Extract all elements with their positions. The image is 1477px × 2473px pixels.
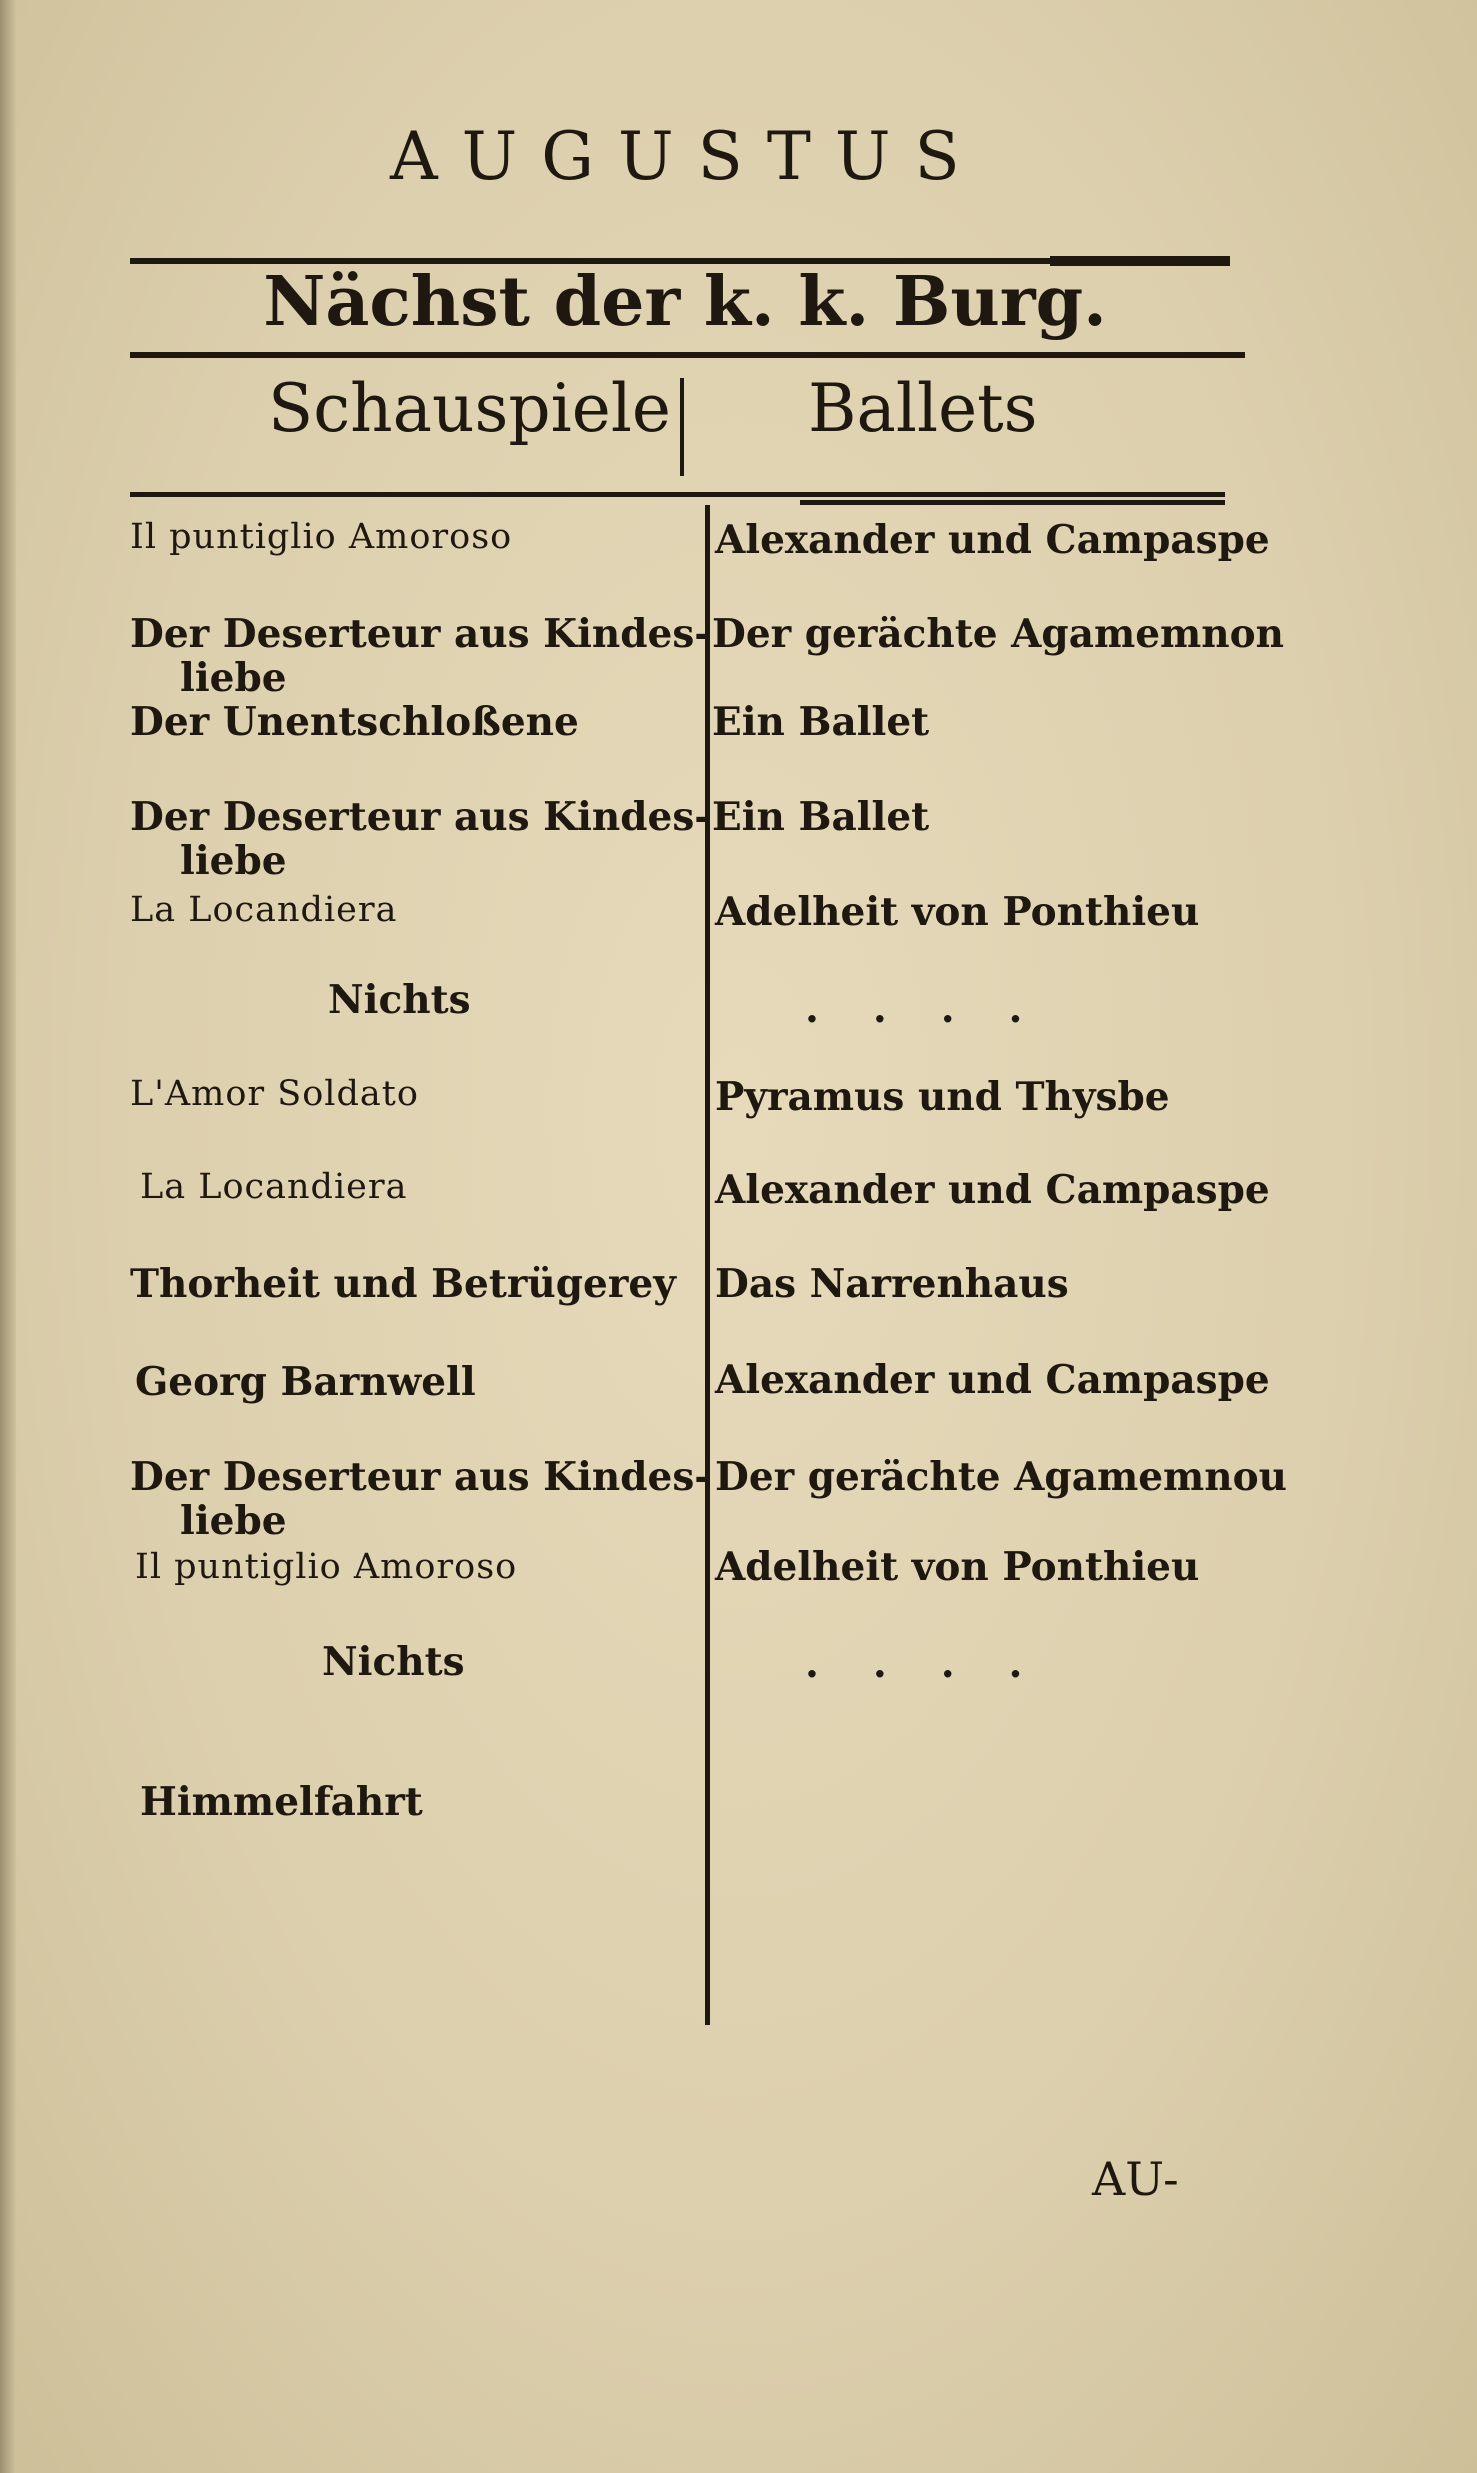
- schauspiel-entry: [130, 612, 710, 700]
- column-header-divider: [680, 378, 684, 476]
- ballet-entry: Ein Ballet: [712, 699, 930, 745]
- column-divider: [705, 505, 710, 2025]
- schauspiel-title: Il puntiglio Amoroso: [130, 517, 513, 557]
- schauspiel-entry: [328, 978, 471, 1022]
- schauspiel-title: L'Amor Soldato: [130, 1074, 419, 1114]
- ballet-entry: Der gerächte Agamemnon: [712, 611, 1285, 657]
- ballet-entry: Alexander und Campaspe: [715, 1357, 1270, 1403]
- schauspiel-entry: [322, 1640, 465, 1684]
- schauspiel-title: Der Deserteur aus Kindes-: [130, 1454, 711, 1500]
- ballet-entry: Adelheit von Ponthieu: [715, 889, 1200, 935]
- page-edge-shadow: [0, 0, 16, 2473]
- schauspiel-entry: [130, 795, 710, 883]
- schauspiel-entry: [130, 1455, 710, 1543]
- ballet-entry-empty: . . . .: [805, 985, 1023, 1032]
- column-header-rule: [130, 492, 1225, 497]
- schauspiel-title: Nichts: [322, 1639, 465, 1685]
- schauspiel-title: Thorheit und Betrügerey: [130, 1261, 676, 1307]
- schauspiel-entry: [140, 1780, 423, 1824]
- ballet-entry: Adelheit von Ponthieu: [715, 1544, 1200, 1590]
- ballet-entry-empty: . . . .: [805, 1640, 1023, 1687]
- schauspiel-entry: [130, 888, 397, 932]
- schauspiel-title: Georg Barnwell: [135, 1359, 476, 1405]
- schauspiel-title-continued: liebe: [180, 838, 287, 884]
- schauspiel-entry: [140, 1165, 407, 1209]
- schauspiel-title: Der Deserteur aus Kindes-: [130, 794, 711, 840]
- column-header-rule-accent: [800, 500, 1225, 505]
- ballet-entry: Der gerächte Agamemnou: [715, 1454, 1288, 1500]
- schauspiel-entry: [135, 1360, 476, 1404]
- schauspiel-title: Der Deserteur aus Kindes-: [130, 611, 711, 657]
- column-heading-ballets: Ballets: [808, 370, 1038, 447]
- schauspiel-entry: [130, 1072, 419, 1116]
- page-title: AUGUSTUS: [390, 118, 984, 195]
- schauspiel-title: Il puntiglio Amoroso: [135, 1547, 518, 1587]
- schauspiel-entry: [130, 700, 579, 744]
- schauspiel-title: Nichts: [328, 977, 471, 1023]
- ballet-entry: Alexander und Campaspe: [715, 517, 1270, 563]
- schauspiel-entry: [135, 1545, 517, 1589]
- venue-heading: Nächst der k. k. Burg.: [263, 262, 1107, 342]
- ballet-entry: Pyramus und Thysbe: [715, 1074, 1170, 1120]
- schauspiel-title: La Locandiera: [140, 1167, 408, 1207]
- ballet-entry: Ein Ballet: [712, 794, 930, 840]
- schauspiel-title: La Locandiera: [130, 890, 398, 930]
- schauspiel-title: Himmelfahrt: [140, 1779, 423, 1825]
- catchword: AU-: [1092, 2152, 1179, 2206]
- schauspiel-entry: [130, 515, 512, 559]
- ballet-entry: Das Narrenhaus: [715, 1261, 1069, 1307]
- schauspiel-title: Der Unentschloßene: [130, 699, 579, 745]
- schauspiel-entry: [130, 1262, 676, 1306]
- ballet-entry: Alexander und Campaspe: [715, 1167, 1270, 1213]
- heading-rule: [130, 352, 1245, 358]
- schauspiel-title-continued: liebe: [180, 1498, 287, 1544]
- schauspiel-title-continued: liebe: [180, 655, 287, 701]
- column-heading-schauspiele: Schauspiele: [268, 370, 671, 447]
